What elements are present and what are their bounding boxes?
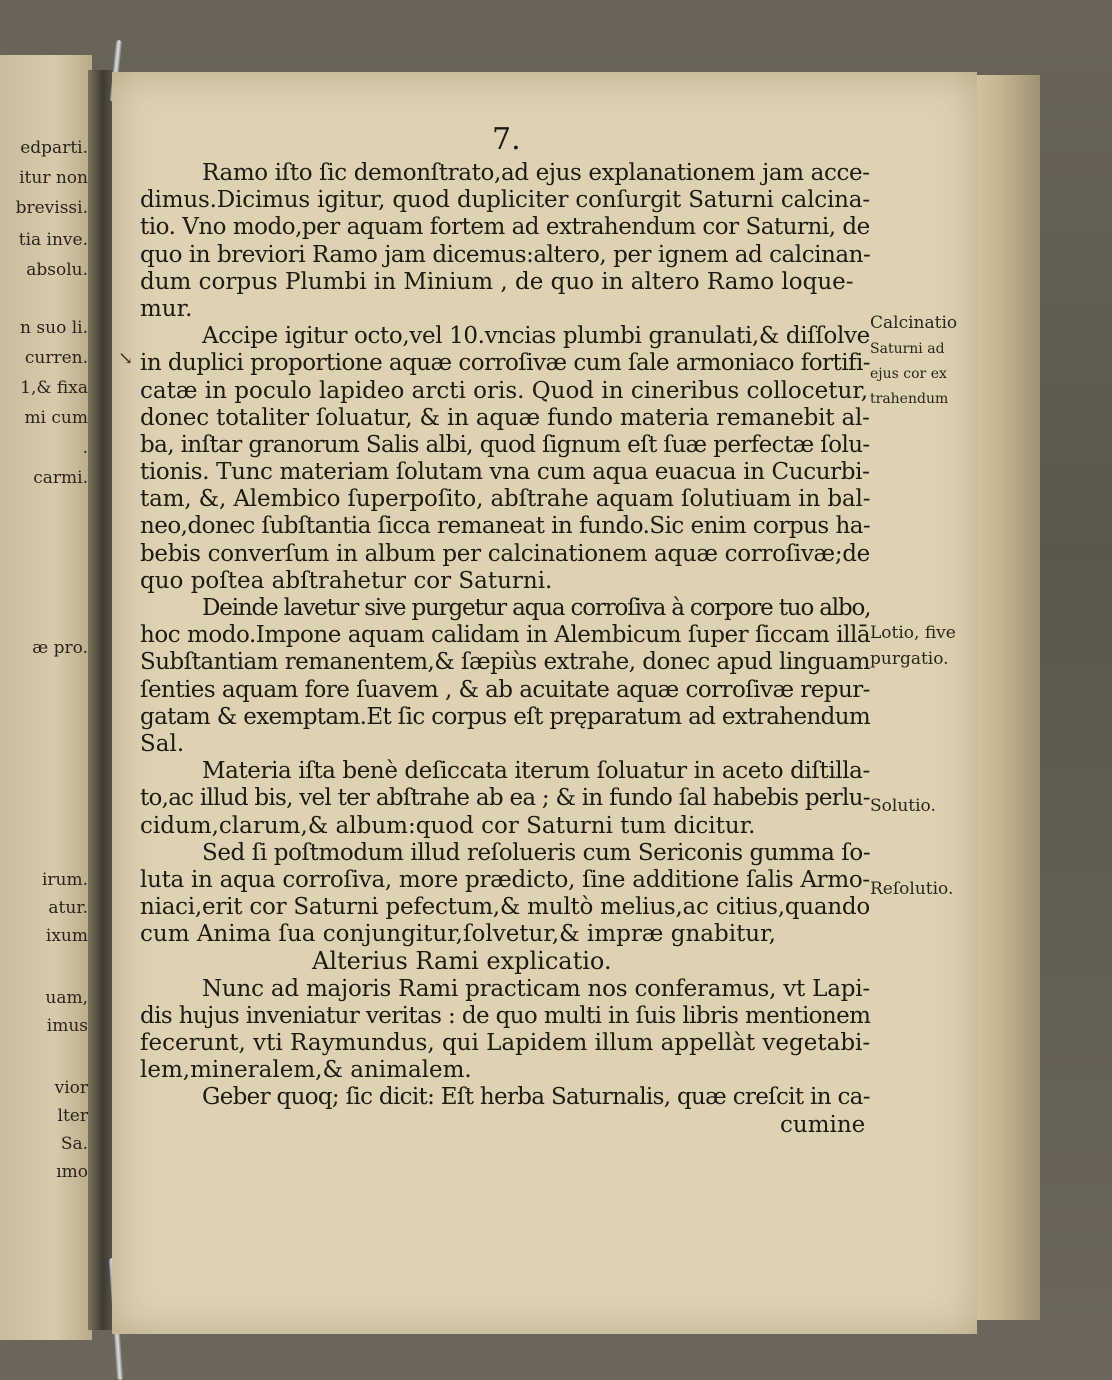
text-line: neo,donec ſubſtantia ſicca remaneat in fundo.Sic enim corpus ha- <box>140 513 871 540</box>
text-line: dum corpus Plumbi in Minium , de quo in altero Ramo loque- <box>140 268 854 295</box>
text-line: Deinde lavetur sive purgetur aqua corroſiva à corpore tuo albo, <box>202 595 871 621</box>
left-fragment-line: Sa. <box>60 1134 88 1154</box>
text-line: cum Anima ſua conjungitur,ſolvetur,& impræ gnabitur, <box>140 921 776 948</box>
text-line: niaci,erit cor Saturni pefectum,& multò melius,ac citius,quando <box>140 894 871 921</box>
left-fragment-line: lter <box>57 1106 88 1126</box>
text-line: dis hujus inveniatur veritas : de quo multi in ſuis libris mentionem <box>140 1002 871 1029</box>
text-line: dimus.Dicimus igitur, quod dupliciter conſurgit Saturni calcina- <box>140 187 870 214</box>
text-line: catæ in poculo lapideo arcti oris. Quod in cineribus collocetur, <box>140 377 869 404</box>
text-line: in duplici proportione aquæ corroſivæ cum ſale armoniaco fortifi- <box>140 350 871 377</box>
left-page-fragment <box>0 55 92 1340</box>
left-fragment-line: absolu. <box>26 260 88 280</box>
text-line: quo in breviori Ramo jam dicemus:altero, per ignem ad calcinan- <box>140 241 871 268</box>
left-fragment-line: brevissi. <box>15 198 88 218</box>
page-number: 7. <box>492 122 521 157</box>
margin-note: purgatio. <box>870 649 949 669</box>
margin-note: Reſolutio. <box>870 879 954 899</box>
text-line: Materia iſta benè deſiccata iterum ſoluatur in aceto diſtilla- <box>202 758 870 785</box>
text-line: Ramo iſto ſic demonſtrato,ad ejus explanationem jam acce- <box>202 160 870 186</box>
text-line: Nunc ad majoris Rami practicam nos conferamus, vt Lapi- <box>202 975 870 1002</box>
left-fragment-line: curren. <box>24 348 88 368</box>
text-line: quo poſtea abſtrahetur cor Saturni. <box>140 567 553 594</box>
text-line: fecerunt, vti Raymundus, qui Lapidem illum appellàt vegetabi- <box>140 1030 871 1056</box>
section-heading: Alterius Rami explicatio. <box>312 947 612 976</box>
left-fragment-line: itur non <box>19 168 88 188</box>
text-line: gatam & exemptam.Et ſic corpus eſt pręparatum ad extrahendum <box>140 703 871 730</box>
left-fragment-line: 1,& fixa <box>20 378 88 398</box>
left-fragment-line: ixum <box>45 926 88 946</box>
text-line: ba, inſtar granorum Salis albi, quod ſignum eſt ſuæ perfectæ ſolu- <box>140 431 870 458</box>
left-fragment-line: edparti. <box>20 138 88 158</box>
left-fragment-line: tia inve. <box>18 230 88 250</box>
margin-note: Saturni ad <box>870 341 945 357</box>
left-fragment-line: imus <box>46 1016 88 1036</box>
text-line: donec totaliter ſoluatur, & in aquæ fundo materia remanebit al- <box>140 404 870 431</box>
text-line: mur. <box>140 295 193 322</box>
text-line: lem,mineralem,& animalem. <box>140 1057 472 1084</box>
text-line: tio. Vno modo,per aquam fortem ad extrahendum cor Saturni, de <box>140 214 870 241</box>
left-fragment-line: atur. <box>48 898 88 918</box>
left-fragment-line: vior <box>54 1078 88 1098</box>
pointing-mark-icon: ↘ <box>118 348 134 369</box>
text-line: bebis converſum in album per calcinationem aquæ corroſivæ;de <box>140 540 870 567</box>
left-fragment-line: irum. <box>41 870 88 890</box>
left-fragment-line: uam, <box>45 988 88 1008</box>
body-text <box>140 160 870 1139</box>
text-line: ſenties aquam fore ſuavem , & ab acuitate aquæ corroſivæ repur- <box>140 676 870 703</box>
left-fragment-line: n suo li. <box>20 318 88 338</box>
margin-note: trahendum <box>870 391 949 407</box>
left-fragment-line: . <box>82 438 88 458</box>
text-line: Sal. <box>140 730 185 757</box>
margin-note: Solutio. <box>870 796 936 816</box>
text-line: luta in aqua corroſiva, more prædicto, ſine additione ſalis Armo- <box>140 866 870 893</box>
text-line: Sed ſi poſtmodum illud reſolueris cum Sericonis gumma ſo- <box>202 839 871 866</box>
text-line: tam, &, Alembico ſuperpoſito, abſtrahe aquam ſolutiuam in bal- <box>140 486 871 513</box>
margin-note: Calcinatio <box>870 313 958 333</box>
left-fragment-line: ımo <box>56 1162 88 1182</box>
catchword: cumine <box>780 1111 866 1138</box>
text-line: Accipe igitur octo,vel 10.vncias plumbi granulati,& diſſolve <box>202 323 870 350</box>
text-line: to,ac illud bis, vel ter abſtrahe ab ea ; & in fundo ſal habebis perlu- <box>140 785 870 812</box>
margin-note: ejus cor ex <box>870 366 947 382</box>
text-line: Geber quoq; ſic dicit: Eſt herba Saturnalis, quæ creſcit in ca- <box>202 1084 870 1111</box>
text-line: tionis. Tunc materiam ſolutam vna cum aqua euacua in Cucurbi- <box>140 459 870 486</box>
left-fragment-line: mi cum <box>24 408 88 428</box>
left-fragment-line: æ pro. <box>32 638 88 658</box>
margin-note: Lotio, five <box>870 623 956 643</box>
text-line: Subſtantiam remanentem,& ſæpiùs extrahe, donec apud linguam <box>140 649 870 676</box>
left-fragment-line: carmi. <box>33 468 88 488</box>
text-line: hoc modo.Impone aquam calidam in Alembicum ſuper ſiccam illā <box>140 622 871 649</box>
text-line: cidum,clarum,& album:quod cor Saturni tum dicitur. <box>140 812 756 839</box>
